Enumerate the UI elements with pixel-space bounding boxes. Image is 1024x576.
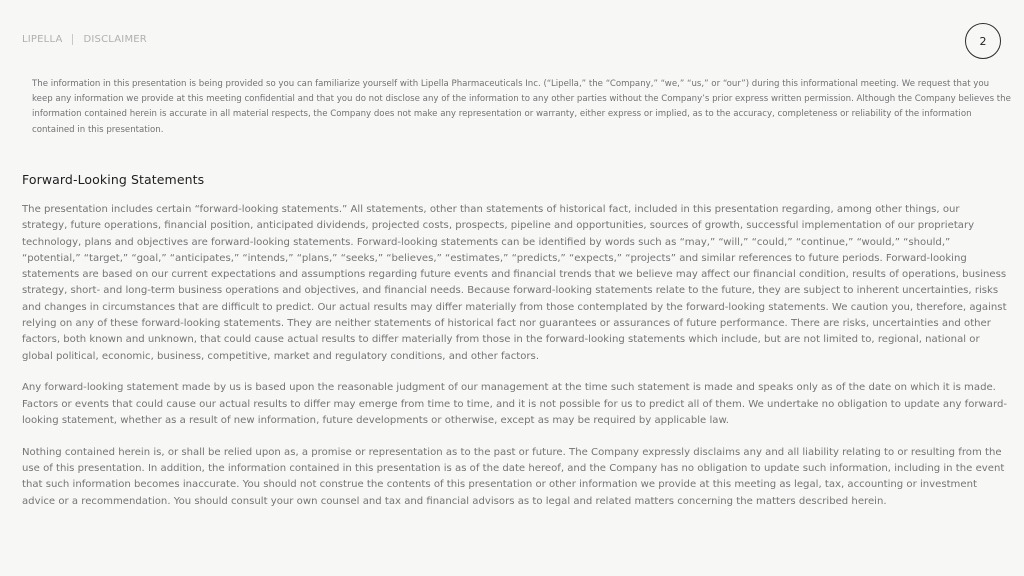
slide-header <box>22 34 147 45</box>
paragraph-2: Any forward-looking statement made by us is based upon the reasonable judgment of our management at the time such statement is made and speaks only as of the date on which it is made. Factors or events that could cause our actual results to differ may emerge from time to time, and it is not possible for us to predict all of them. We undertake no obligation to update any forward-looking statement, whether as a result of new information, future developments or otherwise, except as may be required by applicable law. <box>22 382 1007 427</box>
header-divider <box>72 34 73 45</box>
page-number: 2 <box>979 34 987 48</box>
paragraph-1: The presentation includes certain “forward-looking statements.” All statements, other than statements of historical fact, included in this presentation regarding, among other things, our strategy, future operations, financial position, anticipated dividends, projected costs, prospects, pipeline and opportunities, sources of growth, successful implementation of our proprietary technology, plans and objectives are forward-looking statements. Forward-looking statements can be identified by words such as “may,” “will,” “could,” “continue,” “would,” “should,” “potential,” “target,” “goal,” “anticipates,” “intends,” “plans,” “seeks,” “believes,” “estimates,” “predicts,” “expects,” “projects” and similar references to future periods. Forward-looking statements are based on our current expectations and assumptions regarding future events and financial trends that we believe may affect our financial condition, results of operations, business strategy, short- and long-term business operations and objectives, and financial needs. Because forward-looking statements relate to the future, they are subject to inherent uncertainties, risks and changes in circumstances that are difficult to predict. Our actual results may differ materially from those contemplated by the forward-looking statements. We caution you, therefore, against relying on any of these forward-looking statements. They are neither statements of historical fact nor guarantees or assurances of future performance. There are risks, uncertainties and other factors, both known and unknown, that could cause actual results to differ materially from those in the forward-looking statements which include, but are not limited to, regional, national or global political, economic, business, competitive, market and regulatory conditions, and other factors. <box>22 204 1007 362</box>
page-number-badge <box>965 23 1001 59</box>
intro-disclaimer: The information in this presentation is being provided so you can familiarize yourself with Lipella Pharmaceuticals Inc. (“Lipella,” the “Company,” “we,” “us,” or “our”) during this informational meeting. We request that you keep any information we provide at this meeting confidential and that you do not disclose any of the information to any other parties without the Company’s prior express written permission. Although the Company believes the information contained herein is accurate in all material respects, the Company does not make any representation or warranty, either express or implied, as to the accuracy, completeness or reliability of the information contained in this presentation. <box>32 79 1011 135</box>
section-name: DISCLAIMER <box>83 34 147 45</box>
body-text <box>22 202 1008 510</box>
section-title: Forward-Looking Statements <box>22 172 205 187</box>
paragraph-3: Nothing contained herein is, or shall be relied upon as, a promise or representation as to the past or future. The Company expressly disclaims any and all liability relating to or resulting from the use of this presentation. In addition, the information contained in this presentation is as of the date hereof, and the Company has no obligation to update such information, including in the event that such information becomes inaccurate. You should not construe the contents of this presentation or other information we provide at this meeting as legal, tax, accounting or investment advice or a recommendation. You should consult your own counsel and tax and financial advisors as to legal and related matters concerning the matters described herein. <box>22 446 1005 507</box>
company-name: LIPELLA <box>22 34 63 45</box>
